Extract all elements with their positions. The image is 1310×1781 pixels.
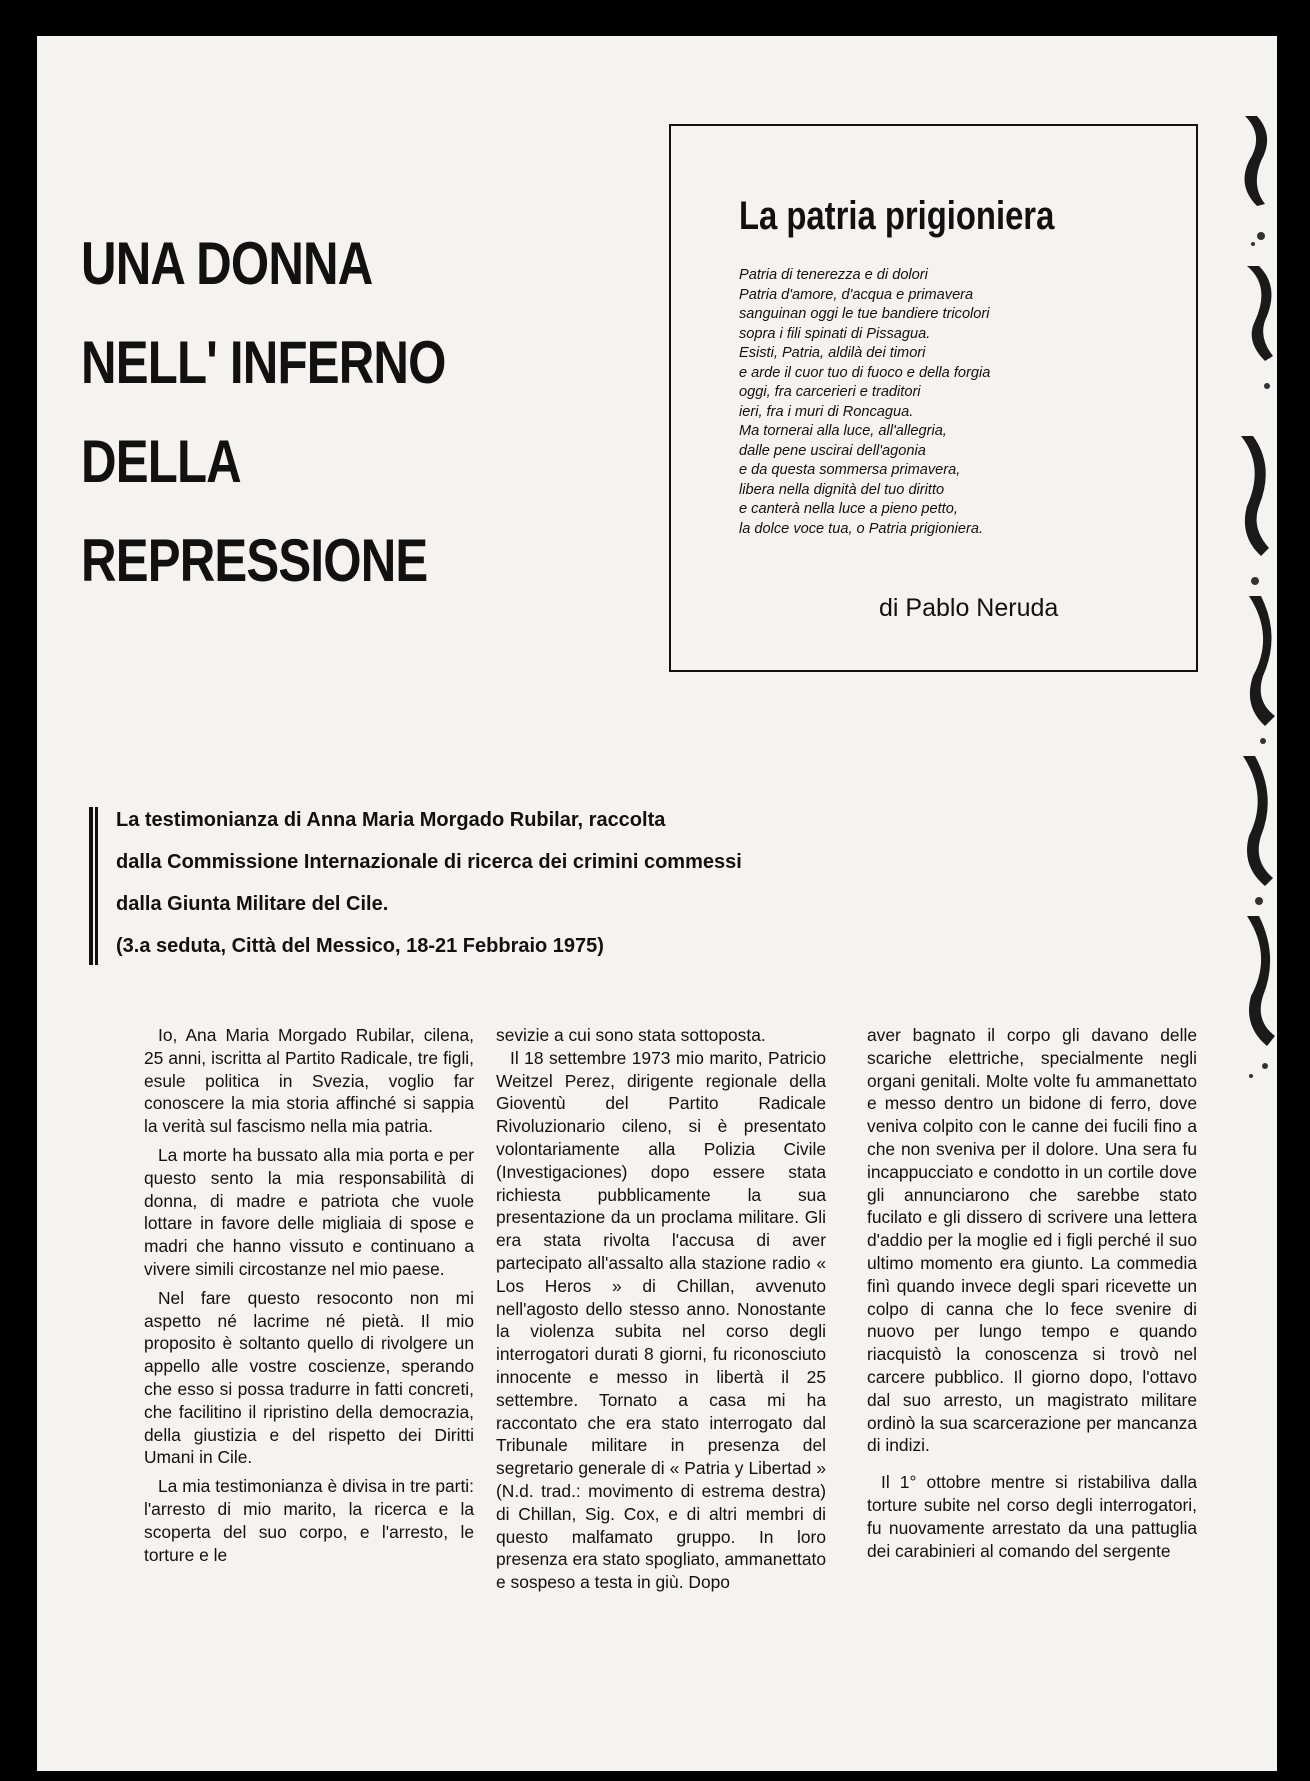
paragraph: La mia testimonianza è divisa in tre parti: l'arresto di mio marito, la ricerca e la scoperta del suo corpo, e l'arresto, le torture e le [144,1476,474,1565]
poem-line: la dolce voce tua, o Patria prigioniera. [739,520,984,537]
poem-box [669,124,1198,672]
headline-line: UNA DONNA [81,230,373,297]
paragraph: aver bagnato il corpo gli davano delle scariche elettriche, specialmente negli organi genitali. Molte volte fu ammanettato e messo dentro un bidone di ferro, dove veniva colpito con le canne dei fucili fino a che non sveniva per il dolore. Una sera fu incappucciato e condotto in un cortile dove gli annunciarono che sarebbe stato fucilato e gli dissero di scrivere una lettera d'addio per la moglie ed i figli perché il suo ultimo momento era giunto. La commedia finì quando invece degli spari ricevette un colpo di canna che lo fece svenire di nuovo per lungo tempo e quando riacquistò la conoscenza si trovò nel carcere pubblico. Il giorno dopo, l'ottavo dal suo arresto, un magistrato militare ordinò la sua scarcerazione per mancanza di indizi. [867,1025,1197,1456]
poem-line: ieri, fra i muri di Roncagua. [739,403,914,420]
paragraph: Nel fare questo resoconto non mi aspetto né lacrime né pietà. Il mio proposito è soltanto quello di rivolgere un appello alle vostre coscienze, sperando che esso si possa tradurre in fatti concreti, che facilitino il ripristino della democrazia, della giustizia e del rispetto dei Diritti Umani in Cile. [144,1287,474,1468]
poem-line: sopra i fili spinati di Pissagua. [739,325,931,342]
paragraph: Io, Ana Maria Morgado Rubilar, cilena, 25 anni, iscritta al Partito Radicale, tre figli, esule politica in Svezia, voglio far conoscere la mia storia affinché si sappia la verità sul fascismo nella mia patria. [144,1025,474,1137]
poem-line: sanguinan oggi le tue bandiere tricolori [739,306,990,322]
poem-line: dalle pene uscirai dell'agonia [739,442,926,459]
decorative-border-ornament [1235,116,1277,1096]
poem-line: Patria d'amore, d'acqua e primavera [739,286,974,303]
poem-line: e canterà nella luce a pieno petto, [739,501,958,517]
poem-verses [739,266,1188,539]
article-column-1 [144,1024,474,1566]
article-column-3 [867,1024,1197,1562]
headline-line: NELL' INFERNO [81,329,446,396]
paragraph: La morte ha bussato alla mia porta e per questo sento la mia responsabilità di donna, di madre e patriota che vuole lottare in favore delle migliaia di spose e madri che hanno vissuto e continuano a vivere simili circostanze nel mio paese. [144,1144,474,1279]
magazine-page [37,36,1277,1771]
poem-line: e da questa sommersa primavera, [739,462,961,478]
paragraph: sevizie a cui sono stata sottoposta. [496,1025,766,1045]
headline [81,214,466,610]
headline-line: DELLA [81,428,241,495]
poem-author: di Pablo Neruda [879,594,1059,622]
intro-line: dalla Commissione Internazionale di ricerca dei crimini commessi [116,851,742,873]
intro-line: La testimonianza di Anna Maria Morgado Rubilar, raccolta [116,809,666,831]
poem-line: oggi, fra carcerieri e traditori [739,384,921,400]
intro-rule [89,807,98,965]
headline-line: REPRESSIONE [81,527,428,594]
paragraph: Il 18 settembre 1973 mio marito, Patricio Weitzel Perez, dirigente regionale della Gioventù del Partito Radicale Rivoluzionario cileno, si è presentato volontariamente alla Polizia Civile (Investigaciones) dopo essere stata richiesta pubblicamente la sua presentazione da un proclama militare. Gli era stata rivolta l'accusa di aver partecipato all'assalto alla stazione radio « Los Heros » di Chillan, avvenuto nell'agosto dello stesso anno. Nonostante la violenza subita nel corso degli interrogatori durati 8 giorni, fu riconosciuto innocente e messo in libertà il 25 settembre. Tornato a casa mi ha raccontato che era stato interrogato dal Tribunale militare in presenza del segretario generale di « Patria y Libertad » (N.d. trad.: movimento di estrema destra) di Chillan, Sig. Cox, e di altri membri di questo malfamato gruppo. In loro presenza era stato spogliato, ammanettato e sospeso a testa in giù. Dopo [496,1047,826,1593]
poem-line: Ma tornerai alla luce, all'allegria, [739,423,947,439]
article-column-2 [496,1024,826,1594]
intro-line: (3.a seduta, Città del Messico, 18-21 Febbraio 1975) [116,935,604,957]
intro-text [116,799,936,967]
poem-line: libera nella dignità del tuo diritto [739,481,945,498]
paragraph: Il 1° ottobre mentre si ristabiliva dalla torture subite nel corso degli interrogatori, fu nuovamente arrestato da una pattuglia dei carabinieri al comando del sergente [867,1472,1197,1561]
poem-line: Patria di tenerezza e di dolori [739,267,928,283]
intro-line: dalla Giunta Militare del Cile. [116,893,389,915]
poem-title: La patria prigioniera [739,194,1055,238]
poem-line: e arde il cuor tuo di fuoco e della forgia [739,364,991,381]
poem-line: Esisti, Patria, aldilà dei timori [739,345,926,361]
